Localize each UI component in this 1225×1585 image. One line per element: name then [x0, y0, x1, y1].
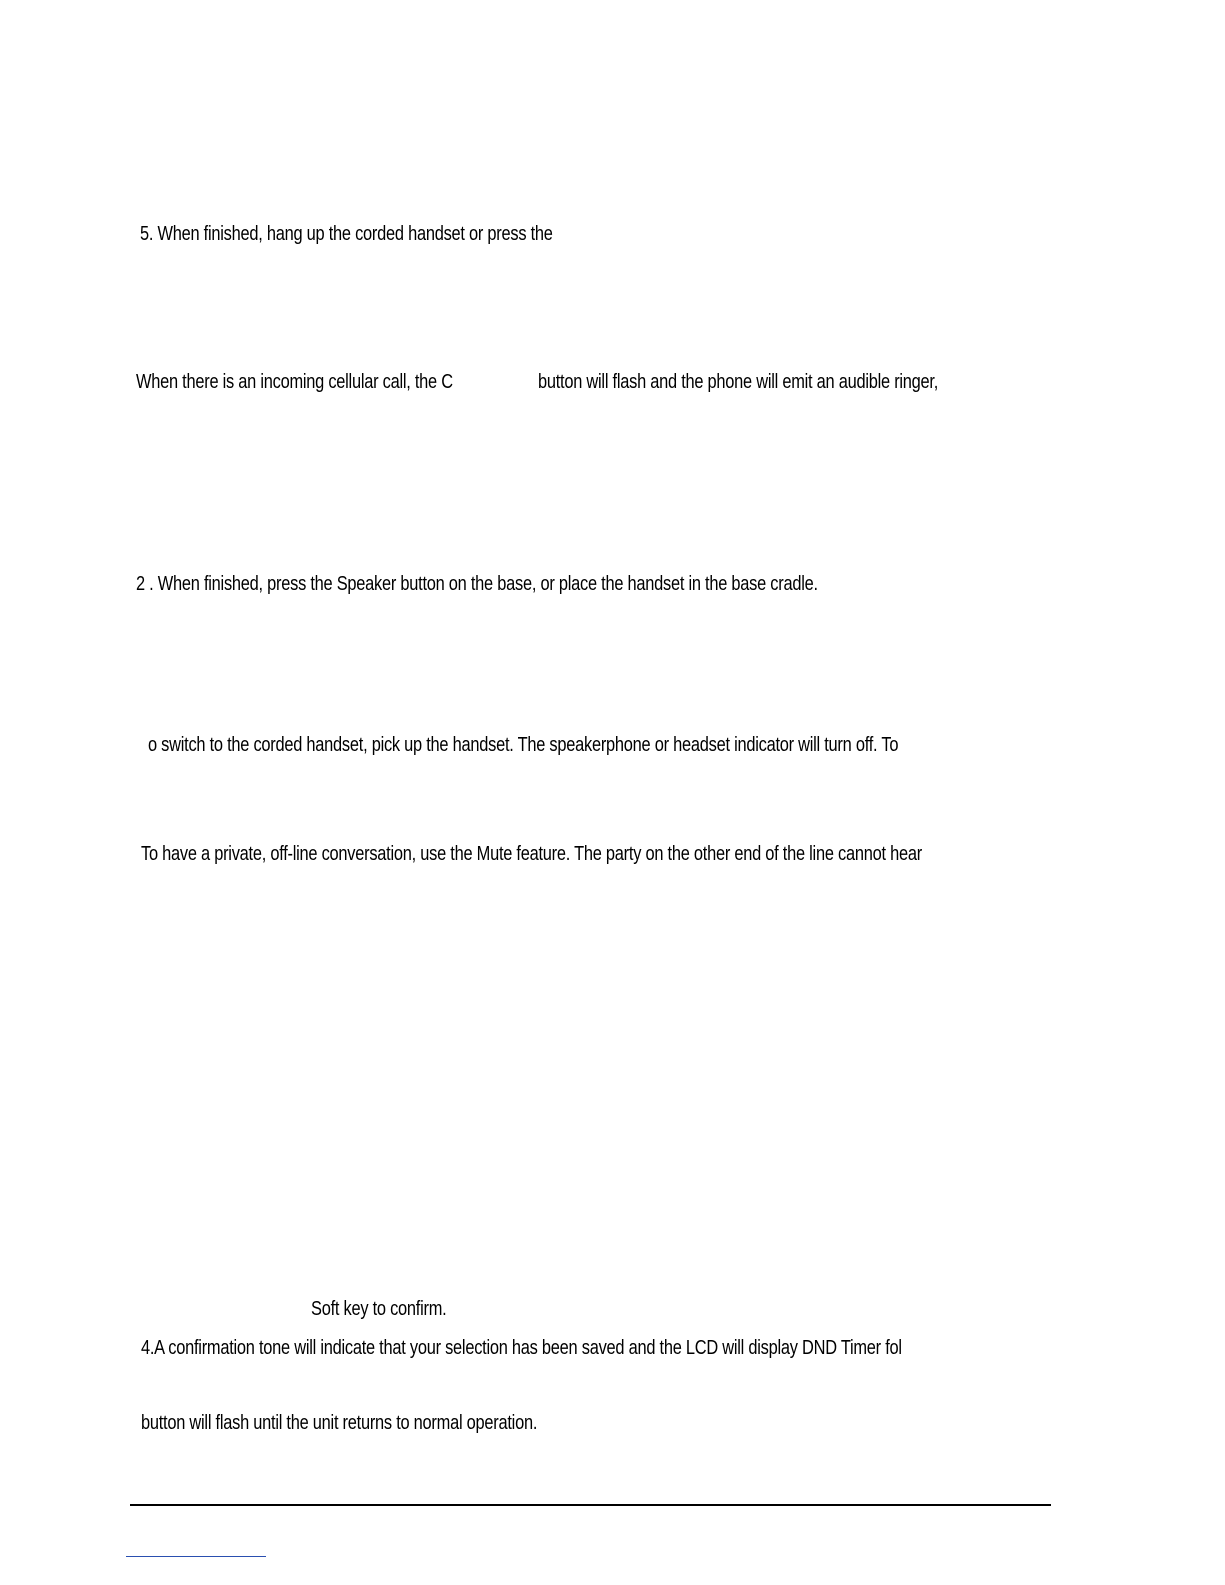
step4-text: 4.A confirmation tone will indicate that your selection has been saved and the LCD will display DND Timer fol — [141, 1337, 902, 1359]
mute-feature-text: To have a private, off-line conversation, use the Mute feature. The party on the other end of the line cannot hear — [141, 843, 922, 865]
step2-text: 2 . When finished, press the Speaker button on the base, or place the handset in the base cradle. — [136, 573, 818, 595]
softkey-confirm-text: Soft key to confirm. — [311, 1298, 447, 1320]
incoming-call-text-part2: button will flash and the phone will emit an audible ringer, — [538, 371, 939, 393]
footer-link-underline — [126, 1556, 266, 1557]
step5-text: 5. When finished, hang up the corded handset or press the — [140, 223, 553, 245]
footer-divider — [130, 1504, 1051, 1506]
switch-handset-text: o switch to the corded handset, pick up the handset. The speakerphone or headset indicator will turn off. To — [148, 734, 899, 756]
button-flash-text: button will flash until the unit returns to normal operation. — [141, 1412, 538, 1434]
incoming-call-text-part1: When there is an incoming cellular call, the C — [136, 371, 453, 393]
